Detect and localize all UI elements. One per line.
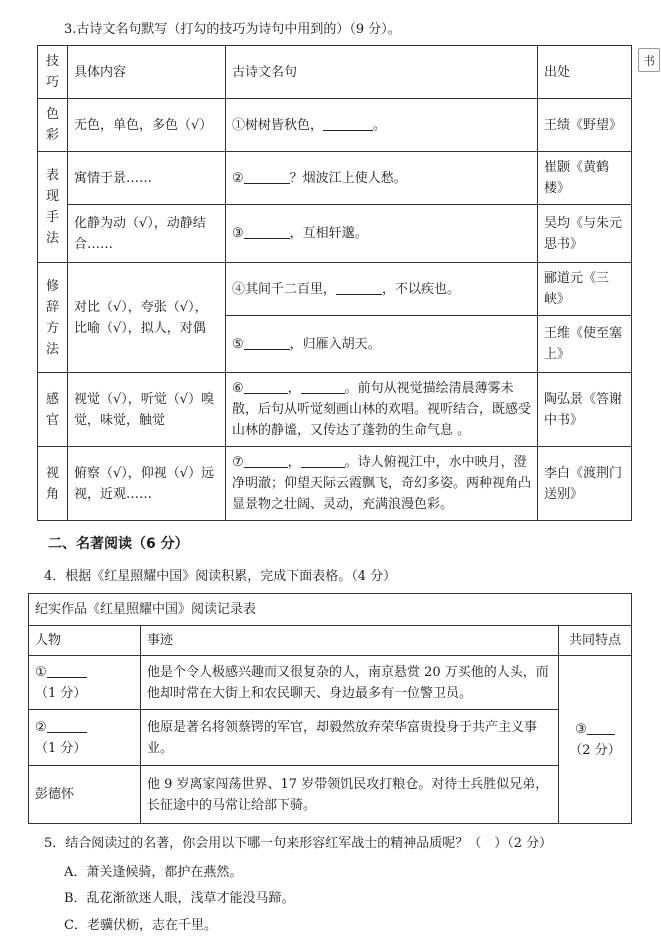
answer-blank-1[interactable]: [323, 116, 373, 131]
source-cell: 郦道元《三峡》: [538, 263, 632, 316]
answer-blank-3[interactable]: [244, 224, 290, 239]
q3-title: 3.古诗文名句默写（打勾的技巧为诗句中用到的）（9 分）。: [64, 22, 401, 37]
common-trait-cell: ③ （2 分）: [559, 656, 632, 824]
header-deeds: 事迹: [141, 626, 559, 656]
section-heading: 二、名著阅读（6 分）: [48, 536, 189, 552]
person-cell-1: ①（1 分）: [29, 656, 141, 710]
deed-cell: 他 9 岁离家闯荡世界、17 岁带领饥民攻打粮仓。对待士兵胜似兄弟，长征途中的马常让给部下骑。: [141, 766, 559, 824]
option-a[interactable]: A．萧关逢候骑，都护在燕然。: [64, 865, 243, 880]
q5-title: 5．结合阅读过的名著，你会用以下哪一句来形容红军战士的精神品质呢？（ ）（2 分）: [44, 836, 553, 851]
poem-cell-1: ①树树皆秋色， 。: [226, 99, 538, 152]
header-source: 出处: [538, 46, 632, 99]
header-poem: 古诗文名句: [226, 46, 538, 99]
poem-cell-4: ④其间千二百里， ，不以疾也。: [226, 263, 538, 316]
poem-cell-3: ③ ，互相轩邈。: [226, 205, 538, 263]
q4-title: 4．根据《红星照耀中国》阅读积累，完成下面表格。（4 分）: [44, 569, 397, 584]
record-table-title: 纪实作品《红星照耀中国》阅读记录表: [29, 594, 632, 626]
header-technique: 技巧: [38, 46, 68, 99]
source-cell: 李白《渡荆门送别》: [538, 447, 632, 521]
person-blank-2[interactable]: [47, 718, 87, 733]
option-c[interactable]: C．老骥伏枥，志在千里。: [64, 918, 217, 933]
answer-blank-6a[interactable]: [244, 379, 288, 394]
header-person: 人物: [29, 626, 141, 656]
person-cell-3: 彭德怀: [29, 766, 141, 824]
common-trait-blank[interactable]: [587, 720, 615, 735]
content-cell: 无色，单色，多色（√）: [68, 99, 226, 152]
option-b[interactable]: B．乱花渐欲迷人眼，浅草才能没马蹄。: [64, 891, 295, 906]
content-cell: 视觉（√），听觉（√）嗅觉，味觉，触觉: [68, 373, 226, 447]
poem-cell-6: ⑥ ， 。前句从视觉描绘清晨薄雾未散，后句从听觉刻画山林的欢唱。视听结合，既感受山林的静谧，又传达了蓬勃的生命气息 。: [226, 373, 538, 447]
answer-blank-2[interactable]: [244, 169, 290, 184]
technique-rhetoric: 修辞方法: [38, 263, 68, 373]
header-common: 共同特点: [559, 626, 632, 656]
source-cell: 王绩《野望》: [538, 99, 632, 152]
book-icon[interactable]: 书: [638, 48, 660, 72]
q3-table: [37, 45, 632, 521]
q4-table: [28, 593, 632, 824]
technique-color: 色彩: [38, 99, 68, 152]
poem-cell-7: ⑦ ， 。诗人俯视江中，水中映月，澄净明澈；仰望天际云霞飘飞，奇幻多姿。两种视角凸显景物之壮阔、灵动，充满浪漫色彩。: [226, 447, 538, 521]
answer-blank-7b[interactable]: [301, 453, 345, 468]
technique-expression: 表现手法: [38, 152, 68, 263]
technique-perspective: 视角: [38, 447, 68, 521]
source-cell: 吴均《与朱元思书》: [538, 205, 632, 263]
technique-senses: 感官: [38, 373, 68, 447]
source-cell: 陶弘景《答谢中书》: [538, 373, 632, 447]
content-cell: 化静为动（√），动静结合……: [68, 205, 226, 263]
person-blank-1[interactable]: [47, 663, 87, 678]
content-cell: 俯察（√），仰视（√）远视，近观……: [68, 447, 226, 521]
answer-blank-6b[interactable]: [301, 379, 345, 394]
source-cell: 王维《使至塞上》: [538, 316, 632, 373]
deed-cell: 他原是著名将领蔡锷的军官，却毅然放弃荣华富贵投身于共产主义事业。: [141, 710, 559, 766]
deed-cell: 他是个令人极感兴趣而又很复杂的人，南京悬赏 20 万买他的人头，而他却时常在大街上和农民聊天、身边最多有一位警卫员。: [141, 656, 559, 710]
answer-blank-4[interactable]: [336, 280, 382, 295]
answer-blank-7a[interactable]: [244, 453, 288, 468]
answer-blank-5[interactable]: [244, 335, 290, 350]
source-cell: 崔颢《黄鹤楼》: [538, 152, 632, 205]
person-cell-2: ②（1 分）: [29, 710, 141, 766]
poem-cell-2: ② ？烟波江上使人愁。: [226, 152, 538, 205]
content-cell: 对比（√），夸张（√），比喻（√），拟人，对偶: [68, 263, 226, 373]
poem-cell-5: ⑤ ，归雁入胡天。: [226, 316, 538, 373]
content-cell: 寓情于景……: [68, 152, 226, 205]
header-content: 具体内容: [68, 46, 226, 99]
